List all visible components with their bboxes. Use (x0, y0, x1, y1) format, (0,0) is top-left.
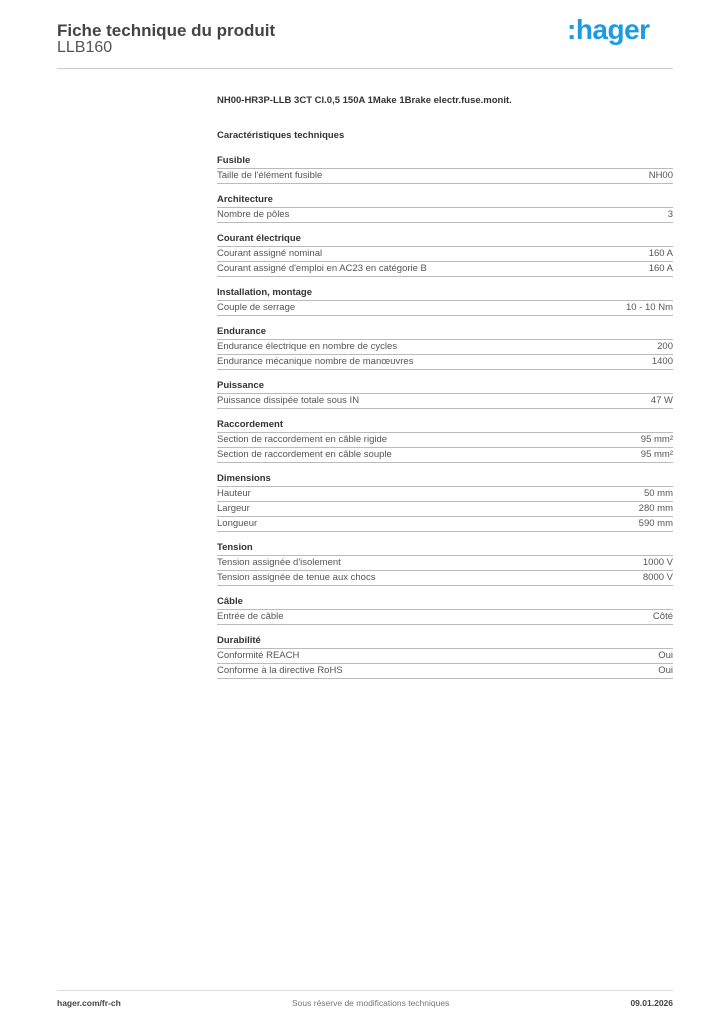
spec-label: Largeur (217, 503, 250, 514)
spec-label: Hauteur (217, 488, 251, 499)
footer-date: 09.01.2026 (630, 998, 673, 1008)
spec-section (217, 634, 673, 679)
specs-title: Caractéristiques techniques (217, 130, 345, 141)
spec-value: 160 A (648, 248, 673, 259)
section-heading: Tension (217, 541, 673, 556)
spec-value: 280 mm (638, 503, 673, 514)
section-heading: Raccordement (217, 418, 673, 433)
spec-row (217, 355, 673, 370)
section-heading: Puissance (217, 379, 673, 394)
spec-row (217, 502, 673, 517)
section-heading: Installation, montage (217, 286, 673, 301)
spec-row (217, 247, 673, 262)
spec-label: Taille de l'élément fusible (217, 170, 323, 181)
spec-row (217, 208, 673, 223)
spec-row (217, 301, 673, 316)
spec-row (217, 664, 673, 679)
spec-label: Couple de serrage (217, 302, 296, 313)
spec-label: Conformité REACH (217, 650, 300, 661)
spec-value: 95 mm² (640, 434, 673, 445)
spec-row (217, 610, 673, 625)
spec-row (217, 169, 673, 184)
spec-section (217, 286, 673, 316)
section-heading: Durabilité (217, 634, 673, 649)
spec-label: Tension assignée de tenue aux chocs (217, 572, 376, 583)
product-code: LLB160 (57, 39, 113, 56)
spec-row (217, 448, 673, 463)
spec-label: Nombre de pôles (217, 209, 290, 220)
spec-label: Courant assigné d'emploi en AC23 en catégorie B (217, 263, 427, 274)
spec-label: Entrée de câble (217, 611, 284, 622)
spec-value: Oui (658, 650, 673, 661)
footer-notice: Sous réserve de modifications techniques (292, 998, 450, 1008)
spec-row (217, 340, 673, 355)
spec-label: Endurance électrique en nombre de cycles (217, 341, 398, 352)
page-title: Fiche technique du produit (57, 21, 276, 40)
header-divider (57, 68, 673, 69)
spec-value: 160 A (648, 263, 673, 274)
spec-value: 590 mm (638, 518, 673, 529)
spec-value: 47 W (650, 395, 673, 406)
spec-label: Longueur (217, 518, 258, 529)
spec-label: Section de raccordement en câble souple (217, 449, 392, 460)
spec-label: Endurance mécanique nombre de manœuvres (217, 356, 414, 367)
spec-section (217, 193, 673, 223)
footer-website-link[interactable]: hager.com/fr-ch (57, 998, 121, 1008)
section-heading: Courant électrique (217, 232, 673, 247)
spec-label: Section de raccordement en câble rigide (217, 434, 388, 445)
section-heading: Endurance (217, 325, 673, 340)
footer-divider (57, 990, 673, 991)
spec-value: 200 (657, 341, 673, 352)
spec-value: 3 (667, 209, 673, 220)
spec-value: Côté (652, 611, 673, 622)
spec-value: 10 - 10 Nm (626, 302, 673, 313)
spec-label: Tension assignée d'isolement (217, 557, 341, 568)
section-heading: Dimensions (217, 472, 673, 487)
section-heading: Câble (217, 595, 673, 610)
spec-section (217, 541, 673, 586)
spec-section (217, 472, 673, 532)
spec-value: 95 mm² (640, 449, 673, 460)
spec-section (217, 232, 673, 277)
spec-section (217, 154, 673, 184)
spec-row (217, 433, 673, 448)
product-description: NH00-HR3P-LLB 3CT Cl.0,5 150A 1Make 1Brake electr.fuse.monit. (217, 95, 512, 106)
spec-value: 1400 (651, 356, 673, 367)
spec-value: 50 mm (643, 488, 673, 499)
spec-row (217, 556, 673, 571)
spec-section (217, 325, 673, 370)
spec-row (217, 517, 673, 532)
spec-label: Courant assigné nominal (217, 248, 323, 259)
spec-section (217, 595, 673, 625)
spec-section (217, 379, 673, 409)
spec-row (217, 262, 673, 277)
spec-row (217, 487, 673, 502)
section-heading: Fusible (217, 154, 673, 169)
spec-value: 1000 V (642, 557, 673, 568)
spec-row (217, 649, 673, 664)
spec-value: Oui (658, 665, 673, 676)
spec-label: Conforme à la directive RoHS (217, 665, 343, 676)
spec-value: NH00 (648, 170, 673, 181)
section-heading: Architecture (217, 193, 673, 208)
spec-value: 8000 V (642, 572, 673, 583)
spec-row (217, 571, 673, 586)
hager-logo: :hager (567, 14, 650, 45)
spec-section (217, 418, 673, 463)
spec-row (217, 394, 673, 409)
spec-label: Puissance dissipée totale sous IN (217, 395, 360, 406)
specs-table (217, 154, 673, 688)
